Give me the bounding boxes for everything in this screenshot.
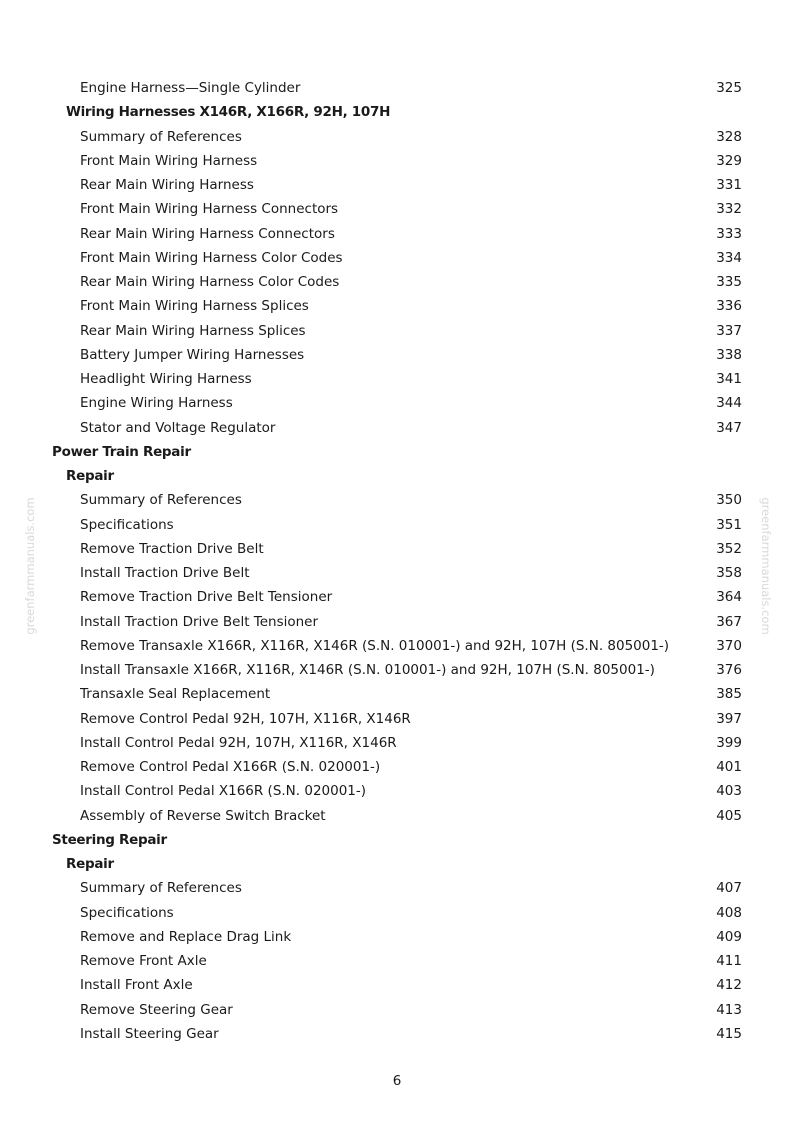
toc-entry-page-number: 328 xyxy=(716,128,742,145)
toc-entry-page-number: 385 xyxy=(716,686,742,703)
toc-entry-page-number: 415 xyxy=(716,1025,742,1042)
toc-entry-page-number: 411 xyxy=(716,953,742,969)
toc-entry-page-number: 331 xyxy=(716,177,742,193)
toc-entry-title: Rear Main Wiring Harness Color Codes xyxy=(80,274,340,290)
toc-entry-page-number: 341 xyxy=(716,371,742,387)
toc-entry-title: Specifications xyxy=(80,904,174,921)
toc-entry-page-number: 358 xyxy=(716,565,742,581)
toc-entry-page-number: 352 xyxy=(716,540,742,557)
toc-entry[interactable] xyxy=(0,876,794,900)
toc-entry-page-number: 332 xyxy=(716,201,742,218)
toc-entry[interactable] xyxy=(0,682,794,706)
toc-entry-page-number: 408 xyxy=(716,904,742,921)
toc-entry[interactable] xyxy=(0,537,794,561)
toc-entry[interactable] xyxy=(0,197,794,221)
toc-entry-title: Remove Traction Drive Belt Tensioner xyxy=(80,589,333,606)
toc-entry-page-number: 412 xyxy=(716,977,742,994)
toc-entry-title: Rear Main Wiring Harness Splices xyxy=(80,322,306,339)
toc-entry[interactable] xyxy=(0,925,794,949)
toc-entry[interactable] xyxy=(0,222,794,246)
toc-entry-title: Front Main Wiring Harness Color Codes xyxy=(80,249,343,266)
toc-subsection-heading xyxy=(0,852,794,876)
toc-entry-title: Front Main Wiring Harness Splices xyxy=(80,298,309,315)
toc-entry-title: Remove and Replace Drag Link xyxy=(80,928,292,945)
toc-entry-page-number: 409 xyxy=(716,928,742,945)
toc-entry-title: Transaxle Seal Replacement xyxy=(80,686,271,703)
toc-entry-page-number: 344 xyxy=(716,395,742,412)
toc-entry-title: Repair xyxy=(66,468,114,484)
toc-entry[interactable] xyxy=(0,804,794,828)
toc-entry-page-number: 370 xyxy=(716,637,742,654)
toc-entry-page-number: 347 xyxy=(716,419,742,436)
toc-entry[interactable] xyxy=(0,707,794,731)
toc-entry-page-number: 399 xyxy=(716,734,742,751)
toc-entry[interactable] xyxy=(0,294,794,318)
toc-subsection-heading xyxy=(0,100,794,124)
toc-entry-title: Assembly of Reverse Switch Bracket xyxy=(80,807,326,824)
toc-entry-page-number: 335 xyxy=(716,274,742,290)
toc-entry-title: Install Transaxle X166R, X116R, X146R (S.N. 010001-) and 92H, 107H (S.N. 805001-) xyxy=(80,662,655,678)
toc-entry-page-number: 407 xyxy=(716,880,742,897)
toc-entry-page-number: 350 xyxy=(716,492,742,509)
toc-entry[interactable] xyxy=(0,513,794,537)
toc-entry[interactable] xyxy=(0,561,794,585)
toc-entry-title: Rear Main Wiring Harness Connectors xyxy=(80,225,335,242)
toc-entry-title: Remove Control Pedal X166R (S.N. 020001-) xyxy=(80,759,381,775)
toc-section-heading xyxy=(0,828,794,852)
page-number: 6 xyxy=(392,1073,402,1089)
toc-entry-page-number: 351 xyxy=(716,516,742,533)
toc-entry-title: Summary of References xyxy=(80,128,242,145)
toc-entry-title: Rear Main Wiring Harness xyxy=(80,177,254,193)
toc-entry-page-number: 403 xyxy=(716,783,742,800)
toc-entry[interactable] xyxy=(0,319,794,343)
toc-entry-title: Wiring Harnesses X146R, X166R, 92H, 107H xyxy=(66,104,391,121)
watermark-right: greenfarmmanuals.com xyxy=(759,497,773,635)
toc-entry-page-number: 325 xyxy=(716,80,742,96)
toc-entry[interactable] xyxy=(0,416,794,440)
toc-entry[interactable] xyxy=(0,731,794,755)
toc-entry-title: Power Train Repair xyxy=(52,443,191,460)
toc-entry[interactable] xyxy=(0,173,794,197)
toc-entry-title: Remove Steering Gear xyxy=(80,1001,233,1018)
toc-entry-page-number: 338 xyxy=(716,346,742,363)
toc-entry-title: Install Control Pedal X166R (S.N. 020001-) xyxy=(80,783,367,800)
toc-entry[interactable] xyxy=(0,125,794,149)
toc-entry-title: Remove Traction Drive Belt xyxy=(80,540,264,557)
toc-entry[interactable] xyxy=(0,779,794,803)
toc-entry[interactable] xyxy=(0,949,794,973)
toc-entry-page-number: 329 xyxy=(716,152,742,169)
toc-entry-page-number: 334 xyxy=(716,249,742,266)
toc-entry-title: Stator and Voltage Regulator xyxy=(80,419,276,436)
toc-entry-title: Remove Transaxle X166R, X116R, X146R (S.N. 010001-) and 92H, 107H (S.N. 805001-) xyxy=(80,637,670,654)
toc-entry-title: Summary of References xyxy=(80,492,242,509)
toc-entry-title: Specifications xyxy=(80,516,174,533)
toc-entry-page-number: 336 xyxy=(716,298,742,315)
toc-entry-title: Remove Control Pedal 92H, 107H, X116R, X146R xyxy=(80,710,411,727)
toc-entry[interactable] xyxy=(0,610,794,634)
toc-entry[interactable] xyxy=(0,973,794,997)
toc-entry-page-number: 364 xyxy=(716,589,742,606)
toc-entry[interactable] xyxy=(0,391,794,415)
toc-entry[interactable] xyxy=(0,634,794,658)
toc-entry-title: Install Control Pedal 92H, 107H, X116R, X146R xyxy=(80,734,397,751)
toc-entry-title: Repair xyxy=(66,856,114,872)
toc-entry-title: Install Steering Gear xyxy=(80,1025,219,1042)
toc-entry-title: Engine Harness—Single Cylinder xyxy=(80,80,301,96)
table-of-contents xyxy=(0,76,794,1046)
toc-entry-title: Install Front Axle xyxy=(80,977,193,994)
toc-entry-title: Headlight Wiring Harness xyxy=(80,371,252,387)
toc-subsection-heading xyxy=(0,464,794,488)
toc-entry[interactable] xyxy=(0,246,794,270)
toc-entry-page-number: 397 xyxy=(716,710,742,727)
toc-entry-title: Install Traction Drive Belt Tensioner xyxy=(80,613,319,630)
toc-entry-page-number: 413 xyxy=(716,1001,742,1018)
toc-entry-title: Install Traction Drive Belt xyxy=(80,565,250,581)
toc-entry-page-number: 401 xyxy=(716,759,742,775)
toc-entry[interactable] xyxy=(0,1022,794,1046)
toc-entry[interactable] xyxy=(0,367,794,391)
toc-entry[interactable] xyxy=(0,901,794,925)
toc-entry-page-number: 333 xyxy=(716,225,742,242)
toc-section-heading xyxy=(0,440,794,464)
toc-entry-title: Remove Front Axle xyxy=(80,953,207,969)
toc-entry-title: Summary of References xyxy=(80,880,242,897)
watermark-left: greenfarmmanuals.com xyxy=(23,497,37,635)
toc-entry-title: Front Main Wiring Harness Connectors xyxy=(80,201,339,218)
toc-entry[interactable] xyxy=(0,343,794,367)
toc-entry[interactable] xyxy=(0,149,794,173)
toc-entry[interactable] xyxy=(0,658,794,682)
toc-entry[interactable] xyxy=(0,755,794,779)
toc-entry-page-number: 367 xyxy=(716,613,742,630)
toc-entry-page-number: 376 xyxy=(716,662,742,678)
toc-entry-title: Front Main Wiring Harness xyxy=(80,152,258,169)
toc-entry-title: Battery Jumper Wiring Harnesses xyxy=(80,346,305,363)
toc-entry-page-number: 405 xyxy=(716,807,742,824)
toc-entry-page-number: 337 xyxy=(716,322,742,339)
toc-entry-title: Steering Repair xyxy=(52,831,167,848)
toc-entry[interactable] xyxy=(0,585,794,609)
toc-entry[interactable] xyxy=(0,998,794,1022)
toc-entry[interactable] xyxy=(0,488,794,512)
toc-entry[interactable] xyxy=(0,76,794,100)
toc-entry[interactable] xyxy=(0,270,794,294)
toc-entry-title: Engine Wiring Harness xyxy=(80,395,233,412)
